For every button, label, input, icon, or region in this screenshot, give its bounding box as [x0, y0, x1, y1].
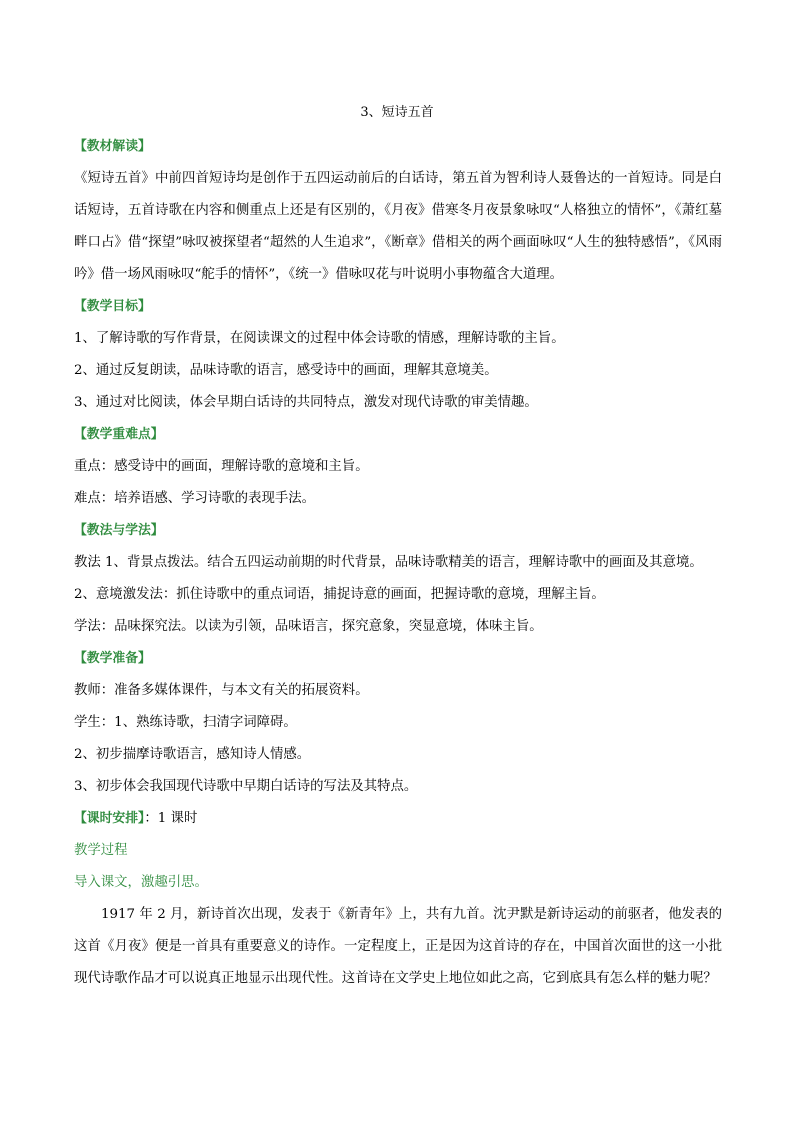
- teaching-goal-item: 2、通过反复朗读，品味诗歌的语言，感受诗中的画面，理解其意境美。: [74, 363, 498, 378]
- preparation-item: 2、初步揣摩诗歌语言，感知诗人情感。: [74, 747, 311, 762]
- section-heading-class-hours: 【课时安排】: [74, 811, 145, 826]
- teaching-process-heading: 教学过程: [74, 843, 128, 858]
- intro-paragraph: 1917 年 2 月，新诗首次出现，发表于《新青年》上，共有九首。沈尹默是新诗运动的前驱者，他发表的这首《月夜》便是一首具有重要意义的诗作。一定程度上，正是因为这首诗的存在，中国首次面世的这一小批现代诗歌作品才可以说真正地显示出现代性。这首诗在文学史上地位如此之高，它到底具有怎么样的魅力呢？: [74, 907, 722, 986]
- class-hours-line: [74, 803, 722, 835]
- intro-heading: 导入课文，激趣引思。: [74, 875, 208, 890]
- key-point-item: 重点：感受诗中的画面，理解诗歌的意境和主旨。: [74, 459, 369, 474]
- page-title: 3、短诗五首: [360, 105, 434, 120]
- preparation-item: 学生：1、熟练诗歌，扫清字词障碍。: [74, 715, 297, 730]
- method-item: 学法：品味探究法。以读为引领，品味语言，探究意象，突显意境，体味主旨。: [74, 619, 543, 634]
- document-body: [74, 131, 722, 995]
- textbook-reading-paragraph: 《短诗五首》中前四首短诗均是创作于五四运动前后的白话诗，第五首为智利诗人聂鲁达的一首短诗。同是白话短诗，五首诗歌在内容和侧重点上还是有区别的，《月夜》借寒冬月夜景象咏叹“人格独立的情怀”，《萧红墓畔口占》借“探望”咏叹被探望者“超然的人生追求”，《断章》借相关的两个画面咏叹“人生的独特感悟”，《风雨吟》借一场风雨咏叹“舵手的情怀”，《统一》借咏叹花与叶说明小事物蕴含大道理。: [74, 171, 722, 282]
- preparation-item: 3、初步体会我国现代诗歌中早期白话诗的写法及其特点。: [74, 779, 418, 794]
- preparation-item: 教师：准备多媒体课件，与本文有关的拓展资料。: [74, 683, 369, 698]
- teaching-goal-item: 3、通过对比阅读，体会早期白话诗的共同特点，激发对现代诗歌的审美情趣。: [74, 395, 538, 410]
- section-heading-key-difficult-points: 【教学重难点】: [74, 427, 164, 442]
- class-hours-value: ：1 课时: [144, 811, 198, 826]
- teaching-goal-item: 1、了解诗歌的写作背景，在阅读课文的过程中体会诗歌的情感，理解诗歌的主旨。: [74, 331, 565, 346]
- section-heading-methods: 【教法与学法】: [74, 523, 164, 538]
- section-heading-teaching-goals: 【教学目标】: [74, 299, 151, 314]
- method-item: 2、意境激发法：抓住诗歌中的重点词语，捕捉诗意的画面，把握诗歌的意境，理解主旨。: [74, 587, 605, 602]
- section-heading-textbook-reading: 【教材解读】: [74, 139, 151, 154]
- difficult-point-item: 难点：培养语感、学习诗歌的表现手法。: [74, 491, 316, 506]
- method-item: 教法 1、背景点拨法。结合五四运动前期的时代背景，品味诗歌精美的语言，理解诗歌中的画面及其意境。: [74, 555, 703, 570]
- section-heading-preparation: 【教学准备】: [74, 651, 151, 666]
